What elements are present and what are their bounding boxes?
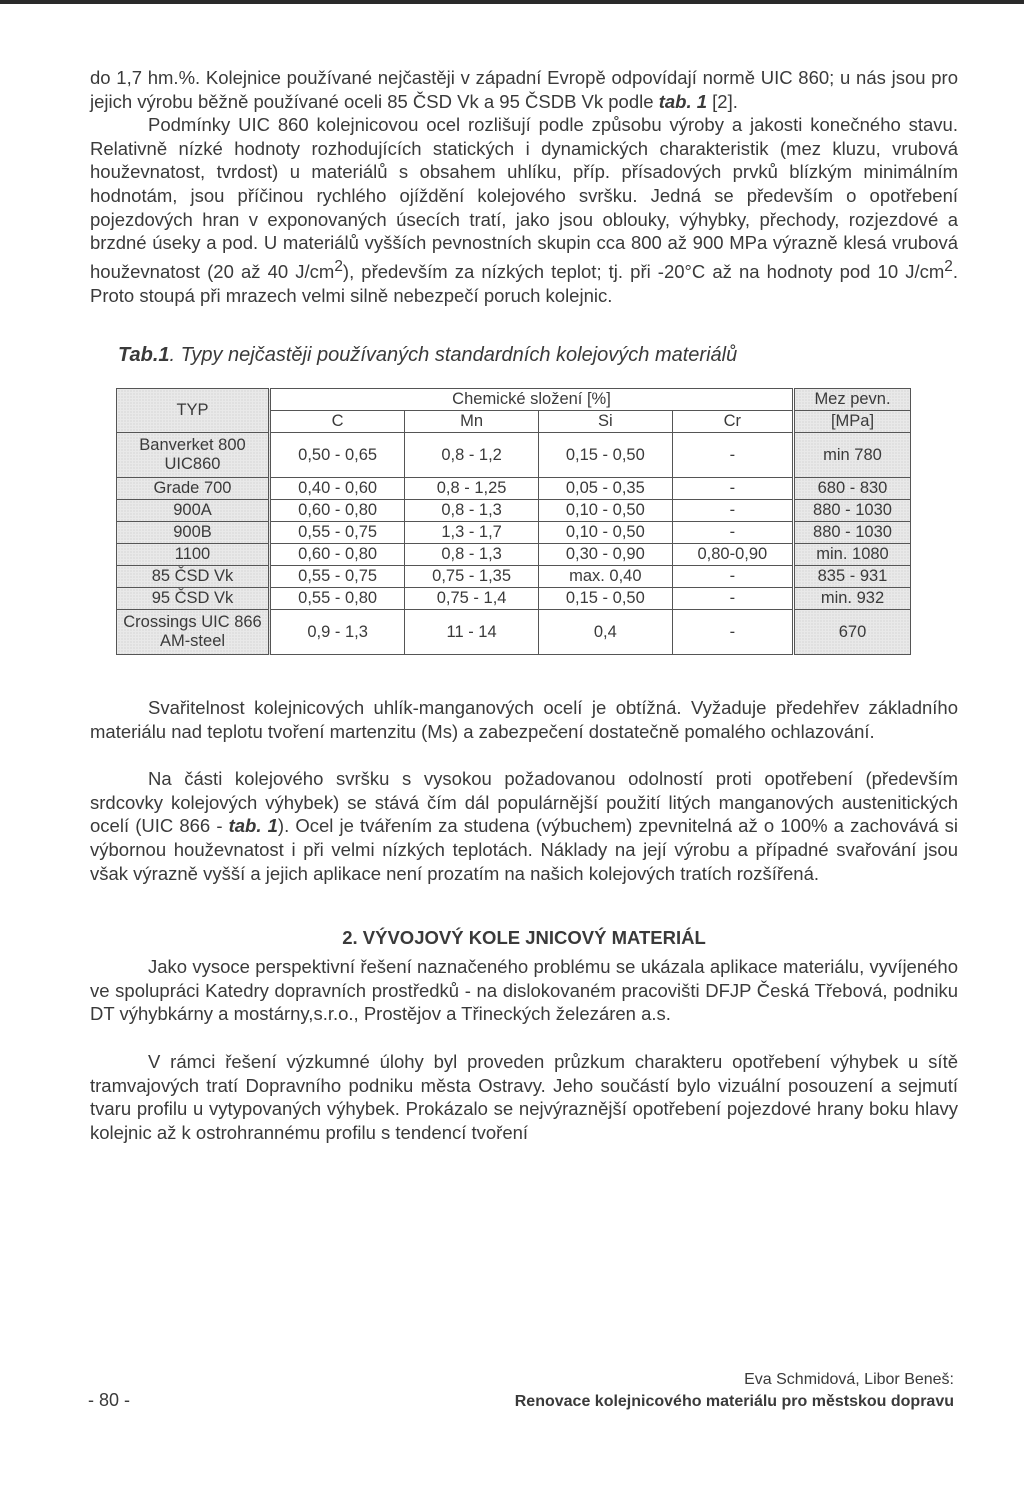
cell-si: max. 0,40	[538, 566, 672, 588]
cell-mez: 835 - 931	[794, 566, 911, 588]
paragraph-3: Svařitelnost kolejnicových uhlík-manganových ocelí je obtížná. Vyžaduje předehřev základního materiálu nad teplotu tvoření martenzitu (Ms) a zabezpečení dostatečně pomalého ochlazování.	[90, 697, 958, 742]
table-row	[117, 522, 911, 544]
footer	[515, 1369, 954, 1413]
header-si: Si	[538, 411, 672, 433]
cell-c: 0,55 - 0,75	[270, 522, 405, 544]
cell-cr: -	[672, 588, 793, 610]
cell-typ: Banverket 800 UIC860	[117, 433, 270, 478]
cell-mn: 0,8 - 1,3	[405, 500, 539, 522]
cell-mn: 0,8 - 1,3	[405, 544, 539, 566]
cell-mn: 0,75 - 1,35	[405, 566, 539, 588]
top-rule	[0, 0, 1024, 4]
paragraph-5: Jako vysoce perspektivní řešení naznačeného problému se ukázala aplikace materiálu, vyvíjeného ve spolupráci Katedry dopravních prostředků - na dislokovaném pracovišti DFJP Česká Třebová, podniku DT výhybkárny a mostárny,s.r.o., Prostějov a Třineckých železáren a.s.	[90, 956, 958, 1025]
cell-si: 0,10 - 0,50	[538, 500, 672, 522]
cell-typ: 85 ČSD Vk	[117, 566, 270, 588]
paragraph-4: Na části kolejového svršku s vysokou požadovanou odolností proti opotřebení (především srdcovky kolejových výhybek) se stává čím dál populárnější použití litých manganových austenitických ocelí (UIC 866 - tab. 1). Ocel je tvářením za studena (výbuchem) zpevnitelná až o 100% a zachovává si výbornou houževnatost i při velmi nízkých teplotách. Náklady na její výrobu a případné svařování jsou však výrazně vyšší a jejich aplikace není prozatím na našich kolejových tratích rozšířená.	[90, 768, 959, 884]
cell-cr: -	[672, 500, 793, 522]
table-reference: tab. 1	[658, 90, 708, 112]
cell-mn: 0,8 - 1,2	[405, 433, 539, 478]
header-mn: Mn	[405, 411, 539, 433]
page-number: - 80 -	[88, 1390, 131, 1410]
table-row	[117, 478, 911, 500]
cell-typ: Crossings UIC 866 AM-steel	[117, 610, 270, 655]
header-chem: Chemické složení [%]	[270, 389, 794, 411]
cell-mez: 680 - 830	[794, 478, 911, 500]
cell-si: 0,15 - 0,50	[538, 588, 672, 610]
cell-c: 0,40 - 0,60	[270, 478, 405, 500]
cell-si: 0,15 - 0,50	[538, 433, 672, 478]
footer-title: Renovace kolejnicového materiálu pro městskou dopravu	[514, 1393, 954, 1410]
table-row	[117, 610, 911, 655]
table-row	[117, 566, 911, 588]
table-caption: Tab.1. Typy nejčastěji používaných standardních kolejových materiálů	[118, 344, 738, 367]
cell-cr: -	[672, 478, 793, 500]
cell-mez: min 780	[794, 433, 911, 478]
cell-typ: 900A	[117, 500, 270, 522]
cell-c: 0,60 - 0,80	[270, 544, 405, 566]
cell-c: 0,9 - 1,3	[270, 610, 405, 655]
cell-mez: 880 - 1030	[794, 500, 911, 522]
cell-cr: -	[672, 566, 793, 588]
header-mez: Mez pevn.	[794, 389, 911, 411]
cell-mez: 670	[794, 610, 911, 655]
header-mez-unit: [MPa]	[794, 411, 911, 433]
cell-typ: 900B	[117, 522, 270, 544]
paragraph-6: V rámci řešení výzkumné úlohy byl proveden průzkum charakteru opotřebení výhybek u sítě tramvajových tratí Dopravního podniku města Ostravy. Jeho součástí bylo vizuální posouzení a sejmutí tvaru profilu u vytypovaných výhybek. Prokázalo se nejvýraznější opotřebení pojezdové hrany boku hlavy kolejnic až k ostrohrannému profilu s tendencí tvoření	[90, 1051, 958, 1143]
cell-mez: min. 932	[794, 588, 911, 610]
cell-c: 0,50 - 0,65	[270, 433, 405, 478]
cell-si: 0,30 - 0,90	[538, 544, 672, 566]
table-row	[117, 544, 911, 566]
header-typ: TYP	[117, 389, 270, 433]
cell-c: 0,55 - 0,75	[270, 566, 405, 588]
page-body	[90, 66, 958, 1144]
cell-mn: 1,3 - 1,7	[405, 522, 539, 544]
table-row	[117, 500, 911, 522]
cell-si: 0,10 - 0,50	[538, 522, 672, 544]
cell-typ: 1100	[117, 544, 270, 566]
cell-mn: 0,75 - 1,4	[405, 588, 539, 610]
cell-c: 0,60 - 0,80	[270, 500, 405, 522]
cell-cr: -	[672, 610, 793, 655]
cell-mn: 11 - 14	[405, 610, 539, 655]
footer-authors: Eva Schmidová, Libor Beneš:	[744, 1371, 954, 1388]
table-row	[117, 588, 911, 610]
cell-si: 0,05 - 0,35	[538, 478, 672, 500]
table-header-row	[117, 389, 911, 411]
cell-mn: 0,8 - 1,25	[405, 478, 539, 500]
cell-si: 0,4	[538, 610, 672, 655]
header-cr: Cr	[672, 411, 793, 433]
paragraph-2: Podmínky UIC 860 kolejnicovou ocel rozlišují podle způsobu výroby a jakosti konečného stavu. Relativně nízké hodnoty rozhodujících statických i dynamických charakteristik (mez kluzu, vrubová houževnatost, tvrdost) u materiálů s obsahem uhlíku, příp. přísadových prvků blízkým minimálním hodnotám, jsou příčinou rychlého ojíždění kolejového svršku. Jedná se především o opotřebení pojezdových hran v exponovaných úsecích tratí, jako jsou oblouky, výhybky, přechody, rozjezdové a brzdné úseky a pod. U materiálů vyšších pevnostních skupin cca 800 až 900 MPa výrazně klesá vrubová houževnatost (20 až 40 $J/cm^2$), především za nízkých teplot; tj. při -20°C až na hodnoty pod 10 $J/cm^2$. Proto stoupá při mrazech velmi silně nebezpečí poruch kolejnic.	[90, 114, 958, 306]
section-heading: 2. VÝVOJOVÝ KOLE JNICOVÝ MATERIÁL	[342, 927, 706, 949]
cell-cr: -	[672, 522, 793, 544]
cell-typ: Grade 700	[117, 478, 270, 500]
cell-typ: 95 ČSD Vk	[117, 588, 270, 610]
cell-c: 0,55 - 0,80	[270, 588, 405, 610]
table-row	[117, 433, 911, 478]
cell-cr: -	[672, 433, 793, 478]
paragraph-1: do 1,7 hm.%. Kolejnice používané nejčastěji v západní Evropě odpovídají normě UIC 860; u nás jsou pro jejich výrobu běžně používané oceli 85 ČSD Vk a 95 ČSDB Vk podle tab. 1 [2].	[90, 67, 958, 112]
cell-mez: min. 1080	[794, 544, 911, 566]
materials-table	[116, 388, 911, 655]
cell-mez: 880 - 1030	[794, 522, 911, 544]
cell-cr: 0,80-0,90	[672, 544, 793, 566]
header-c: C	[270, 411, 405, 433]
